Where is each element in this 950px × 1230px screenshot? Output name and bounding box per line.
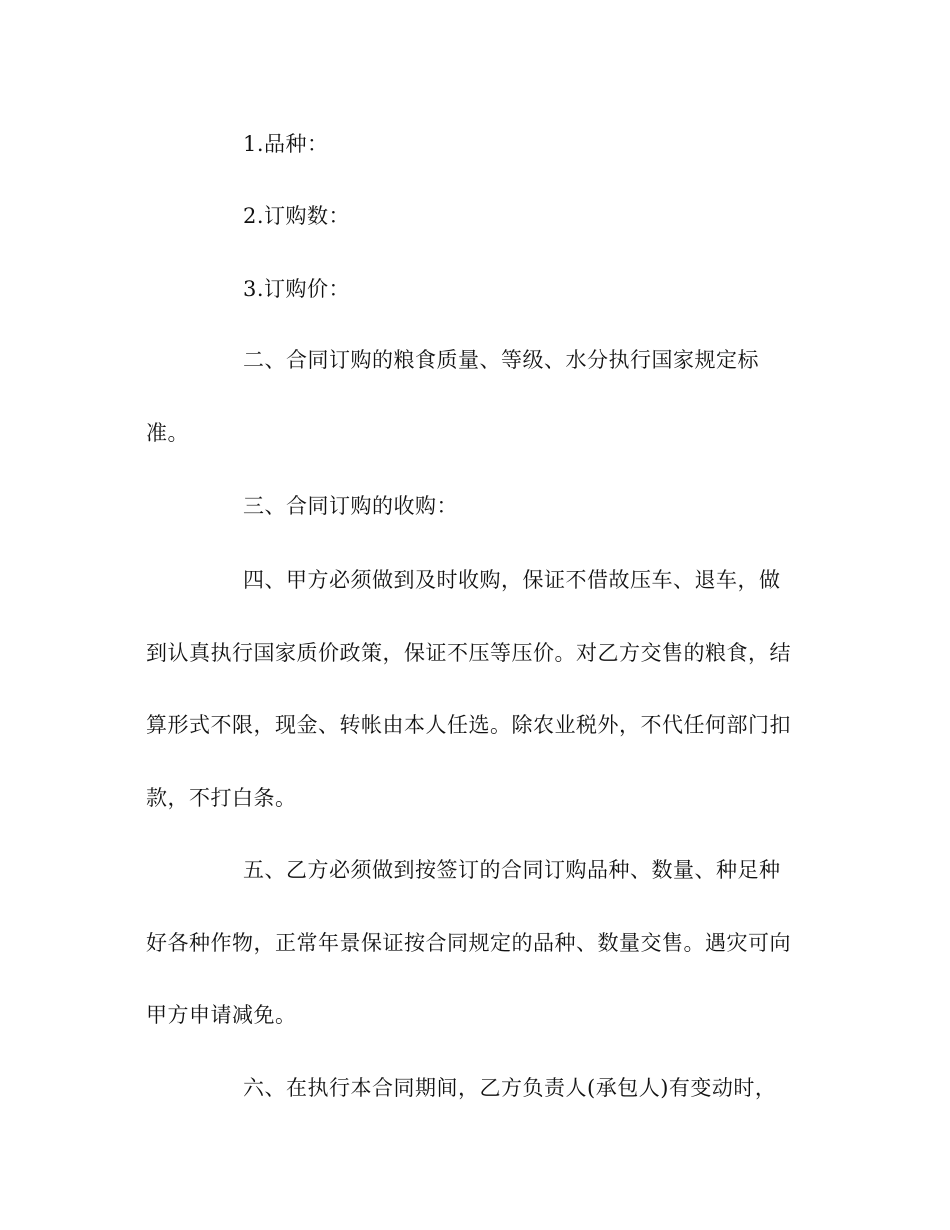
item-order-quantity: 2.订购数： bbox=[243, 204, 351, 228]
clause-two-line-1: 二、合同订购的粮食质量、等级、水分执行国家规定标 bbox=[243, 348, 759, 372]
item-order-price: 3.订购价： bbox=[243, 277, 351, 301]
item-variety: 1.品种： bbox=[243, 132, 329, 156]
clause-six-line-1: 六、在执行本合同期间，乙方负责人(承包人)有变动时， bbox=[243, 1076, 777, 1100]
clause-two-line-2: 准。 bbox=[146, 421, 189, 445]
clause-four-line-2: 到认真执行国家质价政策，保证不压等压价。对乙方交售的粮食，结 bbox=[146, 641, 791, 665]
clause-four-line-4: 款，不打白条。 bbox=[146, 786, 297, 810]
clause-five-line-1: 五、乙方必须做到按签订的合同订购品种、数量、种足种 bbox=[243, 858, 781, 882]
clause-five-line-2: 好各种作物，正常年景保证按合同规定的品种、数量交售。遇灾可向 bbox=[146, 931, 791, 955]
clause-five-line-3: 甲方申请减免。 bbox=[146, 1003, 297, 1027]
clause-four-line-3: 算形式不限，现金、转帐由本人任选。除农业税外，不代任何部门扣 bbox=[146, 713, 791, 737]
clause-four-line-1: 四、甲方必须做到及时收购，保证不借故压车、退车，做 bbox=[243, 568, 781, 592]
clause-three: 三、合同订购的收购： bbox=[243, 494, 458, 518]
